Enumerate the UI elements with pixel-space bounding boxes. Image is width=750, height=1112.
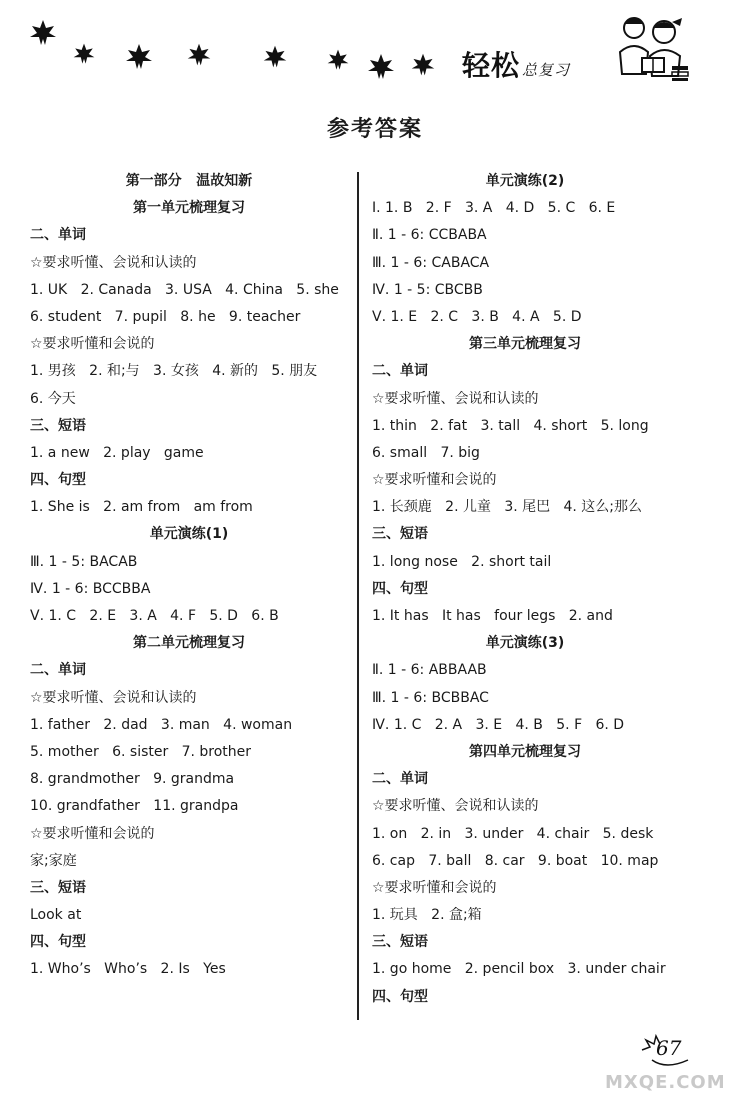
brand-logo [462, 44, 570, 84]
subsection-heading: 四、句型 [30, 472, 86, 489]
subsection-heading: 三、短语 [372, 934, 428, 951]
subsection-heading: 二、单词 [372, 771, 428, 788]
page-title: 参考答案 [326, 116, 423, 142]
answer-line: Ⅳ. 1 - 6: BCCBBA [30, 580, 151, 597]
watermark-text: MXQE.COM [605, 1072, 726, 1093]
answer-line: 8. grandmother 9. grandma [30, 771, 235, 788]
subsection-heading: 二、单词 [30, 662, 86, 679]
answer-line: 10. grandfather 11. grandpa [30, 798, 239, 815]
answer-line: Ⅰ. 1. B 2. F 3. A 4. D 5. C 6. E [372, 200, 616, 217]
answer-line: ☆要求听懂和会说的 [30, 336, 155, 353]
section-heading: 第一单元梳理复习 [133, 200, 245, 217]
page-number: 67 [656, 1036, 682, 1060]
answer-line: Ⅴ. 1. E 2. C 3. B 4. A 5. D [372, 308, 582, 325]
answer-line: ☆要求听懂、会说和认读的 [30, 689, 197, 706]
answer-line: ☆要求听懂、会说和认读的 [372, 390, 539, 407]
answer-line: 6. student 7. pupil 8. he 9. teacher [30, 308, 301, 325]
section-heading: 第四单元梳理复习 [469, 743, 581, 760]
answer-line: 1. on 2. in 3. under 4. chair 5. desk [372, 825, 654, 842]
maple-leaf-icon [410, 52, 436, 78]
answer-line: 1. It has It has four legs 2. and [372, 608, 613, 624]
brand-main: 轻松 [462, 49, 521, 82]
answer-line: 1. Who’s Who’s 2. Is Yes [30, 961, 226, 978]
answer-line: 1. 长颈鹿 2. 儿童 3. 尾巴 4. 这么;那么 [372, 499, 642, 516]
answer-line: 1. father 2. dad 3. man 4. woman [30, 716, 293, 733]
answer-line: Ⅲ. 1 - 5: BACAB [30, 553, 138, 570]
section-heading: 单元演练(1) [149, 526, 229, 543]
answer-line: Ⅱ. 1 - 6: ABBAAB [372, 662, 487, 679]
answer-line: 1. go home 2. pencil box 3. under chair [372, 961, 666, 978]
answer-line: Look at [30, 907, 82, 924]
answer-line: 6. small 7. big [372, 444, 480, 461]
answer-line: Ⅳ. 1. C 2. A 3. E 4. B 5. F 6. D [372, 716, 625, 733]
subsection-heading: 四、句型 [372, 988, 428, 1005]
answer-line: ☆要求听懂和会说的 [30, 825, 155, 842]
right-answer-column [372, 168, 678, 1011]
answer-line: 1. UK 2. Canada 3. USA 4. China 5. she [30, 281, 339, 298]
answer-line: Ⅲ. 1 - 6: BCBBAC [372, 689, 489, 706]
subsection-heading: 三、短语 [30, 417, 86, 434]
left-answer-column [30, 168, 348, 984]
section-heading: 第二单元梳理复习 [133, 635, 245, 652]
maple-leaf-icon [28, 18, 58, 48]
subsection-heading: 二、单词 [372, 363, 428, 380]
section-heading: 第一部分 温故知新 [125, 173, 253, 189]
answer-line: Ⅱ. 1 - 6: CCBABA [372, 227, 487, 244]
reading-kids-illustration [612, 12, 690, 82]
answer-line: Ⅴ. 1. C 2. E 3. A 4. F 5. D 6. B [30, 608, 279, 624]
subsection-heading: 三、短语 [372, 526, 428, 543]
subsection-heading: 四、句型 [30, 934, 86, 951]
section-heading: 单元演练(3) [485, 635, 565, 652]
page-header [0, 0, 750, 100]
answer-line: Ⅳ. 1 - 5: CBCBB [372, 281, 483, 298]
answer-line: ☆要求听懂和会说的 [372, 879, 497, 896]
subsection-heading: 三、短语 [30, 879, 86, 896]
maple-leaf-icon [326, 48, 350, 72]
answer-line: 1. 玩具 2. 盒;箱 [372, 907, 482, 924]
answer-line: 1. 男孩 2. 和;与 3. 女孩 4. 新的 5. 朋友 [30, 363, 318, 380]
answer-line: 1. long nose 2. short tail [372, 553, 552, 570]
brand-sub: 总复习 [522, 61, 571, 79]
answer-line: 5. mother 6. sister 7. brother [30, 743, 252, 760]
answer-line: 1. She is 2. am from am from [30, 499, 253, 516]
answer-line: 6. cap 7. ball 8. car 9. boat 10. map [372, 852, 659, 869]
answer-line: Ⅲ. 1 - 6: CABACA [372, 254, 490, 271]
answer-line: ☆要求听懂和会说的 [372, 472, 497, 489]
maple-leaf-icon [124, 42, 154, 72]
answer-line: 6. 今天 [30, 390, 76, 407]
section-heading: 第三单元梳理复习 [469, 336, 581, 353]
maple-leaf-icon [262, 44, 288, 70]
maple-leaf-icon [186, 42, 212, 68]
maple-leaf-icon [72, 42, 96, 66]
answer-line: 1. thin 2. fat 3. tall 4. short 5. long [372, 417, 649, 434]
subsection-heading: 四、句型 [372, 580, 428, 597]
answer-line: 家;家庭 [30, 852, 77, 869]
maple-leaf-icon [366, 52, 396, 82]
section-heading: 单元演练(2) [485, 173, 565, 189]
answer-line: ☆要求听懂、会说和认读的 [30, 254, 197, 271]
answer-line: ☆要求听懂、会说和认读的 [372, 798, 539, 815]
subsection-heading: 二、单词 [30, 227, 86, 244]
column-divider [357, 172, 359, 1020]
answer-line: 1. a new 2. play game [30, 444, 204, 461]
